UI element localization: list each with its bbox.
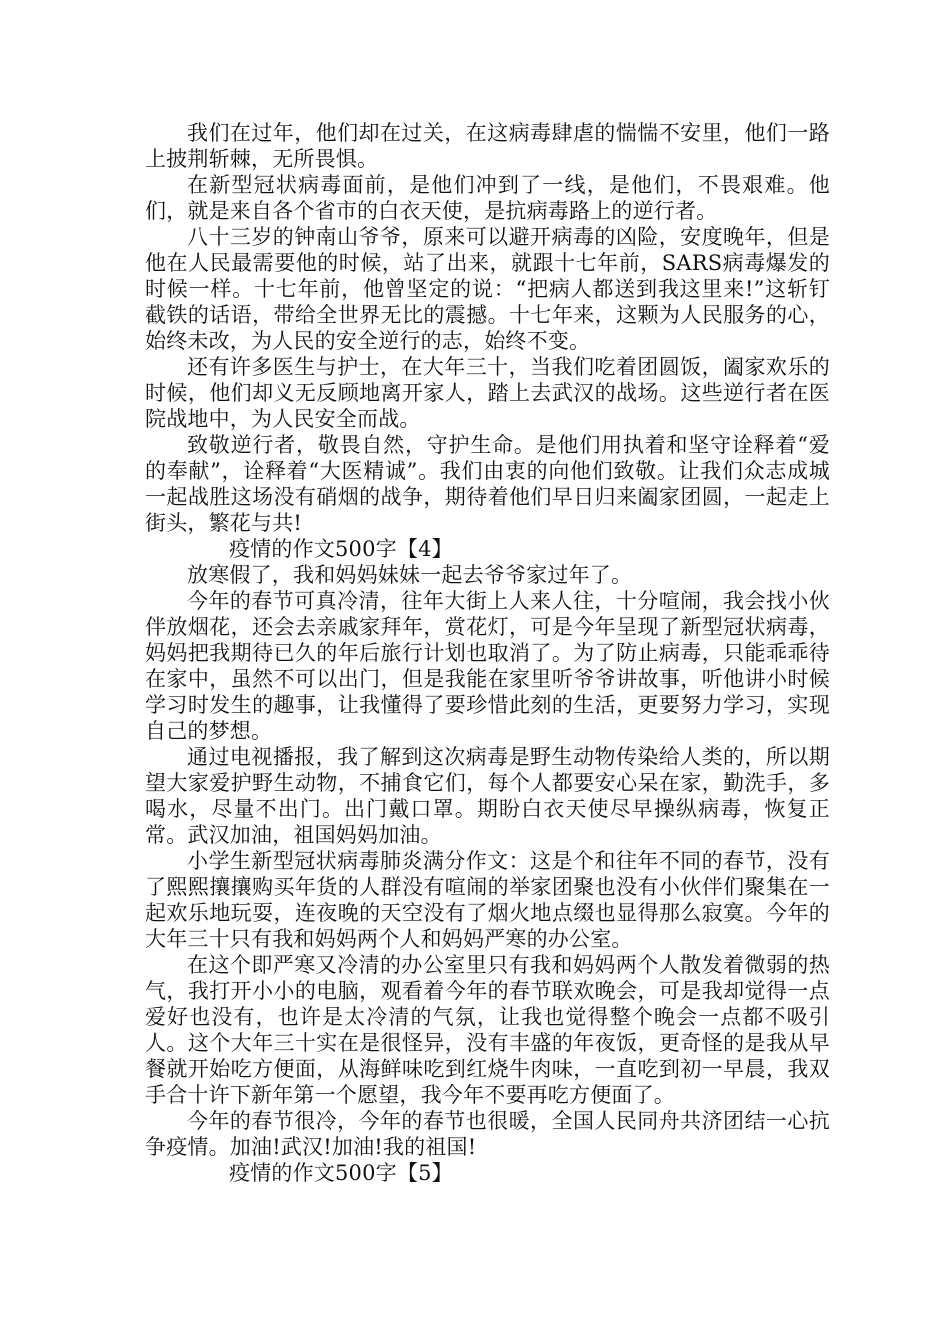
paragraph: 放寒假了，我和妈妈妹妹一起去爷爷家过年了。 (187, 563, 633, 587)
document-page (145, 120, 830, 1186)
section-heading: 疫情的作文500字【5】 (229, 1161, 453, 1185)
paragraph: 通过电视播报，我了解到这次病毒是野生动物传染给人类的，所以期望大家爱护野生动物，不捕食它们，每个人都要安心呆在家，勤洗手，多喝水，尽量不出门。出门戴口罩。期盼白衣天使尽早操纵病毒，恢复正常。武汉加油，祖国妈妈加油。 (145, 745, 830, 847)
paragraph: 在这个即严寒又冷清的办公室里只有我和妈妈两个人散发着微弱的热气，我打开小小的电脑，观看着今年的春节联欢晚会，可是我却觉得一点爱好也没有，也许是太冷清的气氛，让我也觉得整个晚会一点都不吸引人。这个大年三十实在是很怪异，没有丰盛的年夜饭，更奇怪的是我从早餐就开始吃方便面，从海鲜味吃到红烧牛肉味，一直吃到初一早晨，我双手合十许下新年第一个愿望，我今年不要再吃方便面了。 (145, 953, 830, 1107)
section-heading: 疫情的作文500字【4】 (229, 537, 453, 561)
paragraph: 致敬逆行者，敬畏自然，守护生命。是他们用执着和坚守诠释着“爱的奉献”，诠释着“大医精诚”。我们由衷的向他们致敬。让我们众志成城一起战胜这场没有硝烟的战争，期待着他们早日归来阖家团圆，一起走上街头，繁花与共! (145, 433, 830, 535)
paragraph: 小学生新型冠状病毒肺炎满分作文：这是个和往年不同的春节，没有了熙熙攘攘购买年货的人群没有喧闹的举家团聚也没有小伙伴们聚集在一起欢乐地玩耍，连夜晚的天空没有了烟火地点缀也显得那么寂寞。今年的大年三十只有我和妈妈两个人和妈妈严寒的办公室。 (145, 849, 830, 951)
paragraph: 今年的春节很冷，今年的春节也很暖，全国人民同舟共济团结一心抗争疫情。加油!武汉!加油!我的祖国! (145, 1109, 830, 1159)
paragraph: 我们在过年，他们却在过关，在这病毒肆虐的惴惴不安里，他们一路上披荆斩棘，无所畏惧。 (145, 121, 830, 171)
paragraph: 还有许多医生与护士，在大年三十，当我们吃着团圆饭，阖家欢乐的时候，他们却义无反顾地离开家人，踏上去武汉的战场。这些逆行者在医院战地中，为人民安全而战。 (145, 355, 830, 431)
paragraph: 今年的春节可真冷清，往年大街上人来人往，十分喧闹，我会找小伙伴放烟花，还会去亲戚家拜年，赏花灯，可是今年呈现了新型冠状病毒，妈妈把我期待已久的年后旅行计划也取消了。为了防止病毒，只能乖乖待在家中，虽然不可以出门，但是我能在家里听爷爷讲故事，听他讲小时候学习时发生的趣事，让我懂得了要珍惜此刻的生活，更要努力学习，实现自己的梦想。 (145, 589, 830, 743)
paragraph: 在新型冠状病毒面前，是他们冲到了一线，是他们，不畏艰难。他们，就是来自各个省市的白衣天使，是抗病毒路上的逆行者。 (145, 173, 830, 223)
paragraph: 八十三岁的钟南山爷爷，原来可以避开病毒的凶险，安度晚年，但是他在人民最需要他的时候，站了出来，就跟十七年前，SARS病毒爆发的时候一样。十七年前，他曾坚定的说：“把病人都送到我这里来!”这斩钉截铁的话语，带给全世界无比的震撼。十七年来，这颗为人民服务的心，始终未改，为人民的安全逆行的志，始终不变。 (145, 225, 830, 353)
